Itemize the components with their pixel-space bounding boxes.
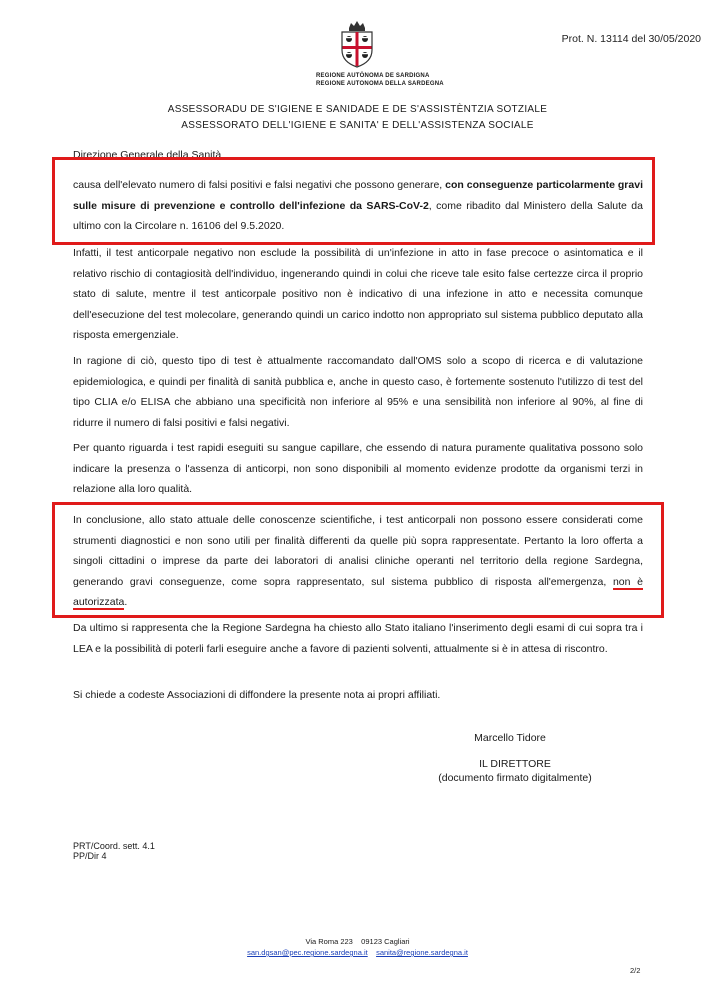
coat-of-arms-icon [337, 20, 377, 68]
paragraph-5-end: . [124, 596, 128, 608]
signatory-block [420, 757, 610, 785]
page-number: 2/2 [630, 966, 641, 975]
digital-signature-note: (documento firmato digitalmente) [438, 772, 592, 784]
paragraph-4: Per quanto riguarda i test rapidi eseguiti su sangue capillare, che essendo di natura puramente qualitativa possono solo indicare la presenza o l'assenza di anticorpi, non sono disponibili al momento evidenze prodotte da organismi terzi in relazione alla loro qualità. [73, 442, 643, 495]
code-line-2: PP/Dir 4 [73, 851, 107, 861]
email-link[interactable]: sanita@regione.sardegna.it [376, 948, 468, 957]
region-emblem [316, 20, 444, 88]
paragraph-2: Infatti, il test anticorpale negativo non esclude la possibilità di un'infezione in atto in fase precoce o asintomatica e il relativo rischio di contagiosità dell'individuo, ingenerando quindi in colui che riceve tale esito false certezze circa il proprio stato di salute, mentre il test anticorpale positivo non è indicativo di una infezione in atto e necessita comunque dell'esecuzione del test molecolare, generando quindi un carico indotto non appropriato sul sistema pubblico deputato alla risposta emergenziale. [73, 247, 643, 341]
paragraph-6: Da ultimo si rappresenta che la Regione Sardegna ha chiesto allo Stato italiano l'inserimento degli esami di cui sopra tra i LEA e la possibilità di poterli farli eseguire anche a favore di pazienti solventi, attualmente si è in attesa di riscontro. [73, 622, 643, 655]
direzione-label: Direzione Generale della Sanità [73, 149, 222, 161]
paragraph-5 [73, 510, 643, 613]
region-name-italian: REGIONE AUTONOMA DELLA SARDEGNA [316, 81, 444, 87]
paragraph-1-end: , come ribadito dal Ministero della Salute da ultimo con la Circolare n. 16106 del 9.5.2020. [73, 199, 643, 232]
paragraph-7: Si chiede a codeste Associazioni di diffondere la presente nota ai propri affiliati. [73, 689, 441, 701]
department-italian: ASSESSORATO DELL'IGIENE E SANITA' E DELL'ASSISTENZA SOCIALE [181, 120, 534, 131]
pec-email-link[interactable]: san.dgsan@pec.regione.sardegna.it [247, 948, 368, 957]
footer [0, 936, 715, 958]
footer-emails [0, 947, 715, 958]
code-line-1: PRT/Coord. sett. 4.1 [73, 841, 155, 851]
paragraph-3: In ragione di ciò, questo tipo di test è attualmente raccomandato dall'OMS solo a scopo di ricerca e di valutazione epidemiologica, e quindi per finalità di sanità pubblica e, anche in questo caso, è fortemente sostenuto l'utilizzo di test del tipo CLIA e/o ELISA che abbiano una specificità non inferiore al 95% e una sensibilità non inferiore al 90%, al fine di ridurre il numero di falsi positivi e falsi negativi. [73, 355, 643, 429]
signatory-name: Marcello Tidore [474, 732, 546, 744]
paragraph-1-bold: con conseguenze particolarmente gravi sulle misure di prevenzione e controllo dell'infezione da SARS-CoV-2 [73, 179, 643, 212]
department-heading [0, 102, 715, 134]
paragraph-5-start: In conclusione, allo stato attuale delle conoscenze scientifiche, i test anticorpali non possono essere considerati come strumenti diagnostici e non sono utili per finalità differenti da quelle più sopra rappresentate. Pertanto la loro offerta a singoli cittadini o imprese da parte dei laboratori di analisi cliniche operanti nel territorio della regione Sardegna, generando gravi conseguenze, come sopra rappresentato, sul sistema pubblico di risposta all'emergenza, [73, 514, 643, 588]
not-authorized-phrase: non è autorizzata [73, 575, 644, 608]
footer-address: Via Roma 223 09123 Cagliari [305, 937, 410, 946]
paragraph-1 [73, 175, 643, 237]
department-sardinian: ASSESSORADU DE S'IGIENE E SANIDADE E DE S'ASSISTÈNTZIA SOTZIALE [167, 104, 548, 115]
region-name-sardinian: REGIONE AUTÒNOMA DE SARDIGNA [316, 73, 430, 79]
internal-codes [73, 841, 155, 861]
paragraph-1-start: causa dell'elevato numero di falsi positivi e falsi negativi che possono generare, [73, 179, 446, 191]
protocol-number: Prot. N. 13114 del 30/05/2020 [561, 33, 701, 45]
signatory-title: IL DIRETTORE [479, 758, 551, 770]
